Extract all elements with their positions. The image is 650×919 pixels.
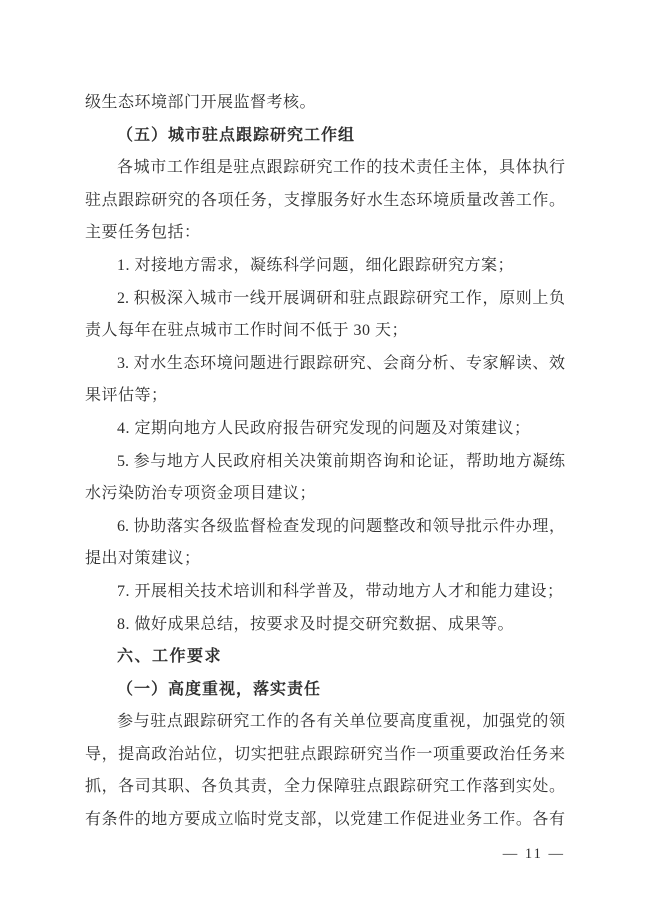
task-item-4: 4. 定期向地方人民政府报告研究发现的问题及对策建议；	[117, 419, 531, 437]
task-item-1: 1. 对接地方需求，凝练科学问题，细化跟踪研究方案；	[117, 256, 515, 274]
body-line: 参与驻点跟踪研究工作的各有关单位要高度重视，加强党的领	[117, 713, 565, 731]
body-line: 级生态环境部门开展监督考核。	[85, 94, 317, 111]
task-item-2-continued: 责人每年在驻点城市工作时间不低于 30 天；	[85, 322, 409, 340]
body-line: 导，提高政治站位，切实把驻点跟踪研究当作一项重要政治任务来	[85, 745, 565, 763]
body-line: 驻点跟踪研究的各项任务，支撑服务好水生态环境质量改善工作。	[85, 191, 565, 209]
heading-section-1-responsibility: （一）高度重视，落实责任	[117, 680, 322, 698]
body-line: 有条件的地方要成立临时党支部，以党建工作促进业务工作。各有	[85, 811, 565, 829]
body-line: 各城市工作组是驻点跟踪研究工作的技术责任主体，具体执行	[117, 159, 565, 177]
task-item-3-continued: 果评估等；	[85, 387, 168, 405]
task-item-7: 7. 开展相关技术培训和科学普及，带动地方人才和能力建设；	[117, 582, 564, 600]
task-item-8: 8. 做好成果总结，按要求及时提交研究数据、成果等。	[117, 615, 515, 633]
task-item-6-continued: 提出对策建议；	[85, 550, 201, 568]
body-line: 抓，各司其职、各负其责，全力保障驻点跟踪研究工作落到实处。	[85, 778, 565, 796]
body-line: 主要任务包括：	[85, 224, 201, 242]
task-item-5-continued: 水污染防治专项资金项目建议；	[85, 485, 317, 503]
heading-chapter-6-work-requirements: 六、工作要求	[117, 648, 223, 666]
heading-group-5-city-workgroup: （五）城市驻点跟踪研究工作组	[117, 126, 356, 144]
document-text-block	[85, 87, 565, 837]
task-item-2: 2. 积极深入城市一线开展调研和驻点跟踪研究工作，原则上负	[117, 289, 565, 307]
task-item-3: 3. 对水生态环境问题进行跟踪研究、会商分析、专家解读、效	[117, 354, 565, 372]
page-number: — 11 —	[502, 846, 565, 862]
task-item-5: 5. 参与地方人民政府相关决策前期咨询和论证，帮助地方凝练	[117, 452, 565, 470]
task-item-6: 6. 协助落实各级监督检查发现的问题整改和领导批示件办理，	[117, 517, 565, 535]
